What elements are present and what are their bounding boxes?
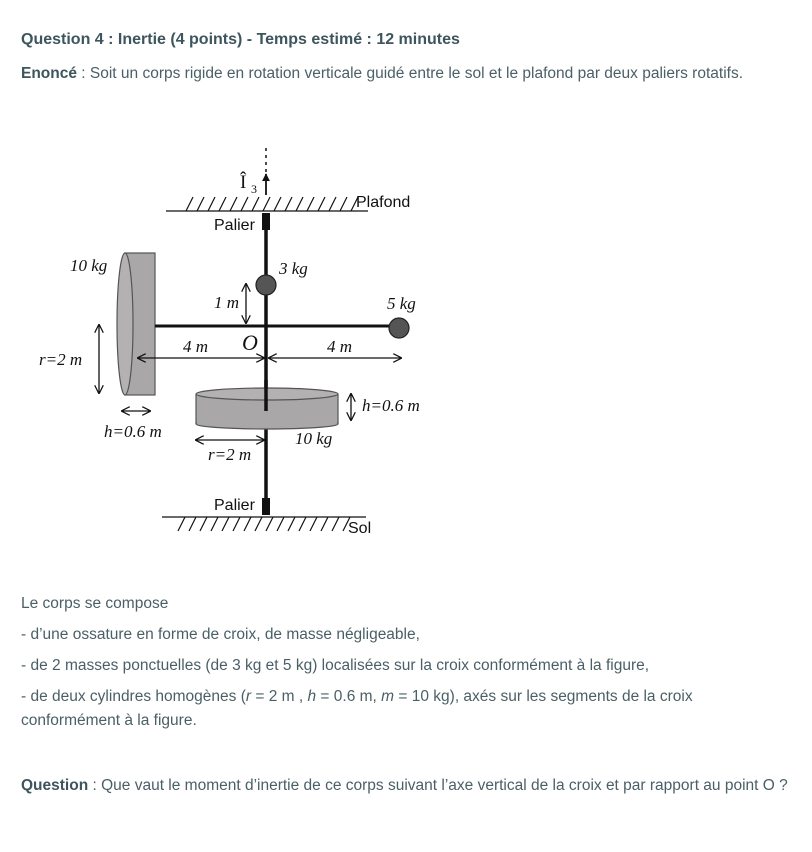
mass-right-label: 5 kg [387,294,416,313]
item3-var-r: r [245,688,252,705]
item3-var-h: h [307,688,317,705]
left-distance-label: 4 m [183,337,209,356]
mass-3kg [256,275,276,295]
ceiling-label: Plafond [356,194,411,211]
question-paragraph [21,774,791,798]
question-separator: : [88,777,102,794]
floor-label: Sol [348,520,372,537]
question-text: Que vaut le moment d’inertie de ce corps suivant l’axe vertical de la croix et par rapport au point O ? [101,777,788,794]
bottom-bearing [262,498,270,515]
bottom-cylinder-radius-label: r=2 m [208,445,252,464]
body-item-1: - d’une ossature en forme de croix, de masse négligeable, [21,626,420,643]
left-cylinder-height-label: h=0.6 m [104,422,162,441]
bottom-cylinder-height-label: h=0.6 m [362,396,420,415]
item3-part-a: - de deux cylindres homogènes ( [21,688,246,705]
body-description [21,592,791,740]
axis-subscript: 3 [251,182,257,196]
statement-text: Soit un corps rigide en rotation verticale guidé entre le sol et le plafond par deux paliers rotatifs. [89,65,744,82]
question-title: Question 4 : Inertie (4 points) - Temps estimé : 12 minutes [21,31,460,48]
top-bearing [262,213,270,230]
mass-top-label: 3 kg [279,259,308,278]
body-item-2: - de 2 masses ponctuelles (de 3 kg et 5 kg) localisées sur la croix conformément à la figure, [21,657,650,674]
statement-paragraph [21,62,781,86]
item3-part-c: = 0.6 m, [316,688,382,705]
item3-part-d: = 10 kg), axés sur les segments de la croix conformément à la figure. [21,688,693,729]
axis-label: Î [240,172,247,193]
floor [162,517,366,531]
origin-label: O [242,330,258,355]
right-distance-label: 4 m [327,337,353,356]
bottom-cylinder-mass-label: 10 kg [295,429,333,448]
item3-var-m: m [381,688,395,705]
question-label: Question [21,777,89,794]
bottom-bearing-label: Palier [214,497,255,514]
left-cylinder-mass-label: 10 kg [70,256,108,275]
body-intro: Le corps se compose [21,595,169,612]
statement-label: Enoncé [21,65,77,82]
statement-separator: : [76,65,90,82]
body-item-3 [21,685,791,733]
left-cylinder-radius-label: r=2 m [39,350,83,369]
mass-5kg [389,318,409,338]
ceiling [166,197,368,211]
item3-part-b: = 2 m , [251,688,308,705]
rigid-body-figure [0,130,480,550]
top-distance-label: 1 m [214,293,240,312]
left-cylinder [117,253,155,395]
top-bearing-label: Palier [214,217,255,234]
figure-svg [0,130,480,550]
